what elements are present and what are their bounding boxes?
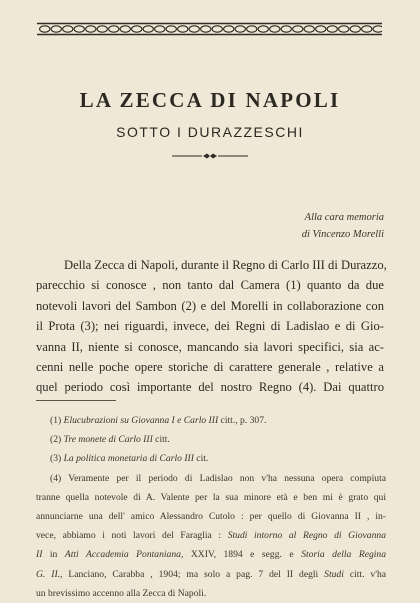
body-line: parecchio si conosce , non tanto dal Camera (1) quanto da due	[36, 278, 384, 293]
ornament-link	[293, 26, 303, 32]
footnote-number: (3)	[50, 453, 62, 465]
footnote-2	[36, 430, 386, 449]
cited-title: Studi	[324, 568, 344, 580]
footnote-line: vece, abbiamo i noti lavori del Faraglia : Studi intorno al Regno di Giovanna	[36, 530, 386, 542]
footnote-citation: citt.	[152, 434, 170, 446]
footnote-number: (1)	[50, 415, 62, 426]
body-line: quel periodo così importante del nostro Regno (4). Dai quattro	[36, 380, 384, 395]
ornament-link	[63, 26, 73, 32]
ornament-link	[155, 26, 165, 32]
ornament-link	[166, 26, 176, 32]
ornament-link	[212, 26, 222, 32]
footnote-title: La politica monetaria di Carlo III	[63, 453, 194, 465]
ornament-link	[247, 26, 257, 32]
ornament-link	[143, 26, 153, 32]
ornament-link	[224, 26, 234, 32]
footnote-citation: cit.	[193, 453, 209, 465]
ornament-link	[109, 26, 119, 32]
ornament-link	[235, 26, 245, 32]
footnote-line: II in Atti Accademia Pontaniana, XXIV, 1894 e segg. e Storia della Regina	[36, 549, 387, 561]
ornament-link	[316, 26, 326, 32]
ornament-link	[327, 26, 337, 32]
footnote-separator	[36, 400, 116, 401]
ornament-link	[201, 26, 211, 32]
ornament-link	[40, 26, 50, 32]
dedication-line: Alla cara memoria	[304, 212, 384, 223]
ornament-link	[178, 26, 188, 32]
cited-title: Storia della Regina	[301, 549, 387, 561]
ornament-link	[86, 26, 96, 32]
body-line: Della Zecca di Napoli, durante il Regno di Carlo III di Durazzo,	[64, 258, 387, 272]
footnote-3	[36, 449, 386, 468]
ornament-link	[258, 26, 268, 32]
ornament-link	[373, 26, 382, 32]
body-line: notevoli lavori del Sambon (2) e del Morelli in collaborazione con	[36, 298, 384, 313]
ornament-link	[120, 26, 130, 32]
ornament-link	[304, 26, 314, 32]
footnote-4	[36, 469, 386, 603]
footnotes	[36, 411, 386, 603]
body-line: il Prota (3); nei riguardi, invece, dei Regni di Ladislao e di Gio-	[36, 319, 384, 334]
ornament-link	[270, 26, 280, 32]
cited-title: G. II.	[36, 568, 61, 580]
page-subtitle: SOTTO I DURAZZESCHI	[116, 124, 304, 140]
divider-ornament	[172, 152, 248, 160]
dedication-line: di Vincenzo Morelli	[301, 229, 384, 240]
ornament-link	[189, 26, 199, 32]
ornament-link	[132, 26, 142, 32]
footnote-line: G. II., Lanciano, Carabba , 1904; ma solo a pag. 7 del II degli Studi citt. v'ha	[36, 568, 387, 580]
body-line: cenni nelle poche opere storiche di carattere generale , relative a	[36, 360, 384, 375]
ornament-link	[74, 26, 84, 32]
footnote-title: Tre monete di Carlo III	[63, 434, 153, 446]
footnote-number: (2)	[50, 434, 62, 446]
ornament-link	[350, 26, 360, 32]
ornament-link	[281, 26, 291, 32]
ornament-link	[339, 26, 349, 32]
ornament-link	[97, 26, 107, 32]
footnote-line: un brevissimo accenno alla Zecca di Napoli.	[36, 587, 207, 599]
footnote-line: (4) Veramente per il periodo di Ladislao non v'ha nessuna opera compiuta	[50, 472, 386, 484]
cited-title: Studi intorno al Regno di Giovanna	[227, 530, 386, 542]
decorative-border-ornament	[37, 22, 382, 36]
ornament-link	[51, 26, 61, 32]
footnote-line: annunciarne una dell' amico Alessandro Cutolo : per quello di Giovanna II , in-	[36, 511, 386, 523]
page-title: LA ZECCA DI NAPOLI	[79, 88, 341, 112]
footnote-1	[36, 411, 386, 430]
footnote-title: Elucubrazioni su Giovanna I e Carlo III	[63, 415, 219, 426]
body-paragraph	[36, 255, 387, 398]
cited-title: II	[36, 549, 43, 561]
body-line: vanna II, niente si conosce, mancando sia lavori specifici, sia ac-	[36, 339, 384, 354]
dedication	[302, 209, 384, 243]
ornament-link	[362, 26, 372, 32]
footnote-line: tranne quella notevole di A. Valente per la sua minore età e ben mi è grato qui	[36, 491, 386, 503]
cited-title: Atti Accademia Pontaniana	[64, 549, 181, 561]
footnote-citation: citt., p. 307.	[218, 415, 267, 426]
